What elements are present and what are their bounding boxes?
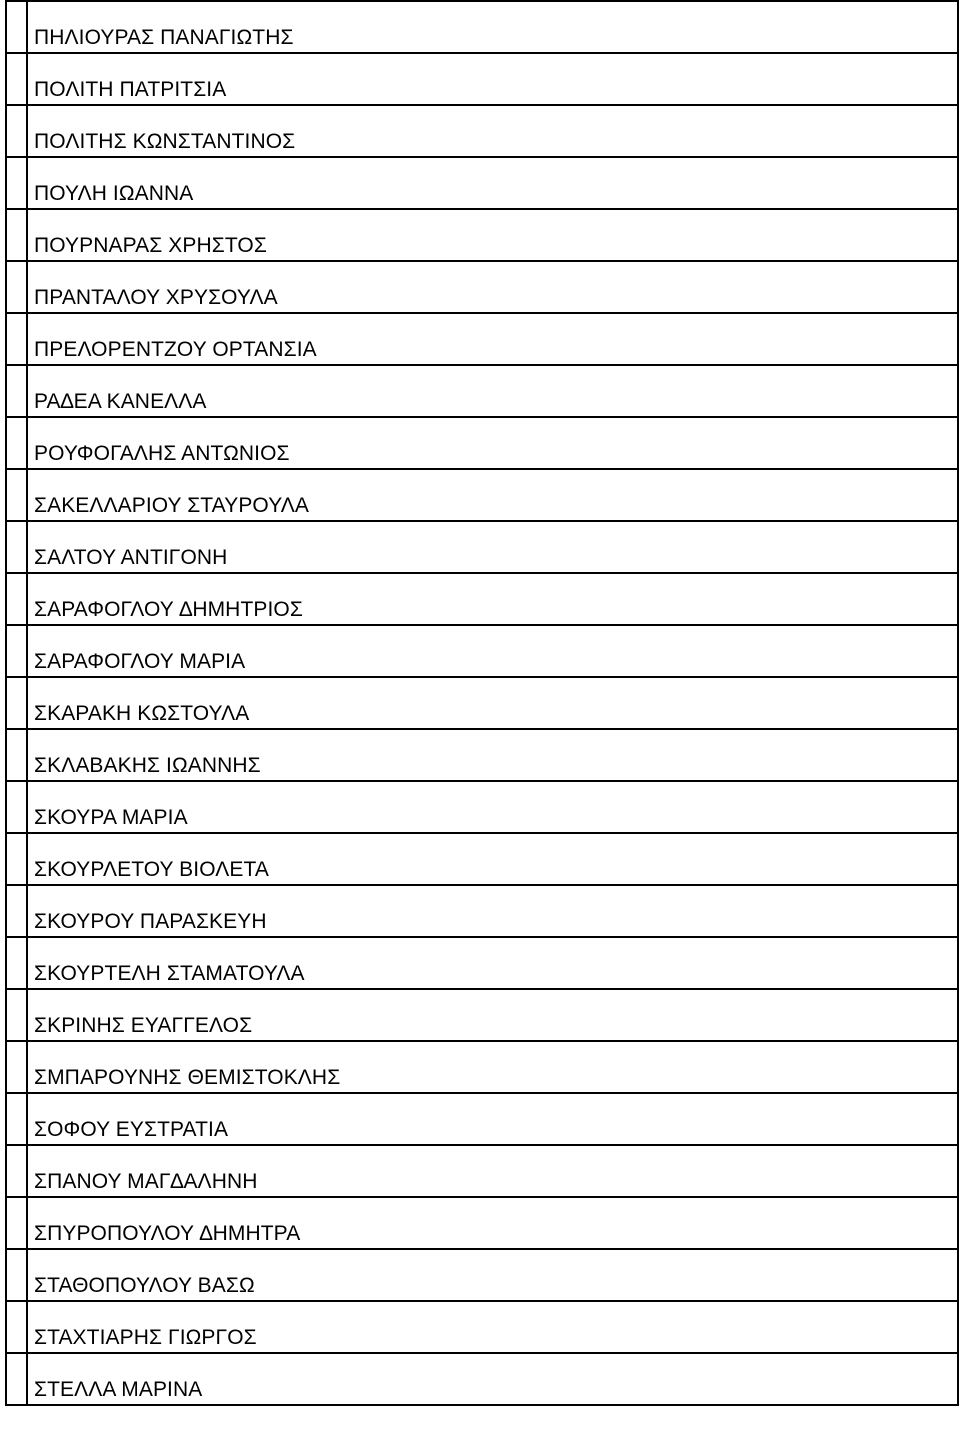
index-cell (6, 625, 27, 677)
index-cell (6, 209, 27, 261)
table-row (6, 469, 958, 521)
table-row (6, 365, 958, 417)
name-cell (27, 1197, 958, 1249)
name-cell (27, 261, 958, 313)
name-text: ΠΟΥΛΗ ΙΩΑΝΝΑ (34, 182, 194, 205)
name-text: ΣΟΦΟΥ ΕΥΣΤΡΑΤΙΑ (34, 1118, 229, 1141)
name-text: ΣΚΡΙΝΗΣ ΕΥΑΓΓΕΛΟΣ (34, 1014, 253, 1037)
name-cell (27, 1, 958, 53)
name-cell (27, 1041, 958, 1093)
table-row (6, 417, 958, 469)
name-cell (27, 937, 958, 989)
index-cell (6, 313, 27, 365)
name-cell (27, 1093, 958, 1145)
name-cell (27, 157, 958, 209)
name-text: ΣΚΑΡΑΚΗ ΚΩΣΤΟΥΛΑ (34, 702, 250, 725)
name-text: ΣΠΑΝΟΥ ΜΑΓ∆ΑΛΗΝΗ (34, 1170, 258, 1193)
index-cell (6, 1145, 27, 1197)
name-text: ΡΑ∆ΕΑ ΚΑΝΕΛΛΑ (34, 390, 207, 413)
name-text: ΣΤΑΧΤΙΑΡΗΣ ΓΙΩΡΓΟΣ (34, 1326, 257, 1349)
table-row (6, 1041, 958, 1093)
name-cell (27, 365, 958, 417)
table-row (6, 989, 958, 1041)
index-cell (6, 1041, 27, 1093)
name-cell (27, 677, 958, 729)
index-cell (6, 417, 27, 469)
index-cell (6, 521, 27, 573)
name-text: ΠΟΥΡΝΑΡΑΣ ΧΡΗΣΤΟΣ (34, 234, 267, 257)
name-text: ΣΚΟΥΡΟΥ ΠΑΡΑΣΚΕΥΗ (34, 910, 267, 933)
table-row (6, 313, 958, 365)
name-cell (27, 417, 958, 469)
index-cell (6, 677, 27, 729)
name-cell (27, 573, 958, 625)
name-cell (27, 521, 958, 573)
index-cell (6, 1301, 27, 1353)
index-cell (6, 53, 27, 105)
table-row (6, 521, 958, 573)
index-cell (6, 833, 27, 885)
name-cell (27, 209, 958, 261)
table-row (6, 1, 958, 53)
index-cell (6, 261, 27, 313)
table-row (6, 209, 958, 261)
name-text: ΠΡΕΛΟΡΕΝΤΖΟΥ ΟΡΤΑΝΣΙΑ (34, 338, 317, 361)
name-cell (27, 625, 958, 677)
name-cell (27, 1145, 958, 1197)
table-row (6, 677, 958, 729)
index-cell (6, 989, 27, 1041)
name-text: ΠΟΛΙΤΗ ΠΑΤΡΙΤΣΙΑ (34, 78, 227, 101)
name-text: ΣΠΥΡΟΠΟΥΛΟΥ ∆ΗΜΗΤΡΑ (34, 1222, 301, 1245)
names-table (5, 0, 959, 1406)
index-cell (6, 1353, 27, 1405)
index-cell (6, 1, 27, 53)
name-text: ΣΚΟΥΡΑ ΜΑΡΙΑ (34, 806, 188, 829)
table-row (6, 885, 958, 937)
name-cell (27, 53, 958, 105)
table-row (6, 105, 958, 157)
index-cell (6, 937, 27, 989)
name-text: ΣΑΛΤΟΥ ΑΝΤΙΓΟΝΗ (34, 546, 228, 569)
index-cell (6, 885, 27, 937)
name-cell (27, 1249, 958, 1301)
name-text: ΣΜΠΑΡΟΥΝΗΣ ΘΕΜΙΣΤΟΚΛΗΣ (34, 1066, 341, 1089)
index-cell (6, 729, 27, 781)
index-cell (6, 573, 27, 625)
name-cell (27, 105, 958, 157)
name-cell (27, 1353, 958, 1405)
index-cell (6, 469, 27, 521)
table-row (6, 1301, 958, 1353)
index-cell (6, 365, 27, 417)
table-row (6, 781, 958, 833)
name-cell (27, 313, 958, 365)
table-row (6, 937, 958, 989)
name-cell (27, 729, 958, 781)
index-cell (6, 1249, 27, 1301)
name-text: ΣΑΡΑΦΟΓΛΟΥ ∆ΗΜΗΤΡΙΟΣ (34, 598, 303, 621)
name-text: ΠΗΛΙΟΥΡΑΣ ΠΑΝΑΓΙΩΤΗΣ (34, 26, 294, 49)
name-cell (27, 833, 958, 885)
name-text: ΣΚΟΥΡΤΕΛΗ ΣΤΑΜΑΤΟΥΛΑ (34, 962, 305, 985)
table-row (6, 573, 958, 625)
name-cell (27, 989, 958, 1041)
table-row (6, 1197, 958, 1249)
name-text: ΡΟΥΦΟΓΑΛΗΣ ΑΝΤΩΝΙΟΣ (34, 442, 290, 465)
index-cell (6, 1093, 27, 1145)
index-cell (6, 781, 27, 833)
name-text: ΣΑΚΕΛΛΑΡΙΟΥ ΣΤΑΥΡΟΥΛΑ (34, 494, 309, 517)
table-row (6, 261, 958, 313)
index-cell (6, 157, 27, 209)
table-row (6, 157, 958, 209)
table-row (6, 729, 958, 781)
table-row (6, 53, 958, 105)
index-cell (6, 105, 27, 157)
table-row (6, 833, 958, 885)
name-cell (27, 1301, 958, 1353)
name-text: ΠΟΛΙΤΗΣ ΚΩΝΣΤΑΝΤΙΝΟΣ (34, 130, 296, 153)
name-text: ΣΚΛΑΒΑΚΗΣ ΙΩΑΝΝΗΣ (34, 754, 261, 777)
table-row (6, 1093, 958, 1145)
name-cell (27, 781, 958, 833)
table-row (6, 625, 958, 677)
name-text: ΣΑΡΑΦΟΓΛΟΥ ΜΑΡΙΑ (34, 650, 246, 673)
table-row (6, 1249, 958, 1301)
table-row (6, 1145, 958, 1197)
name-text: ΣΤΑΘΟΠΟΥΛΟΥ ΒΑΣΩ (34, 1274, 255, 1297)
name-text: ΣΤΕΛΛΑ ΜΑΡΙΝΑ (34, 1378, 203, 1401)
names-table-body (6, 1, 958, 1405)
name-text: ΣΚΟΥΡΛΕΤΟΥ ΒΙΟΛΕΤΑ (34, 858, 269, 881)
name-cell (27, 469, 958, 521)
name-text: ΠΡΑΝΤΑΛΟΥ ΧΡΥΣΟΥΛΑ (34, 286, 278, 309)
table-row (6, 1353, 958, 1405)
name-cell (27, 885, 958, 937)
index-cell (6, 1197, 27, 1249)
